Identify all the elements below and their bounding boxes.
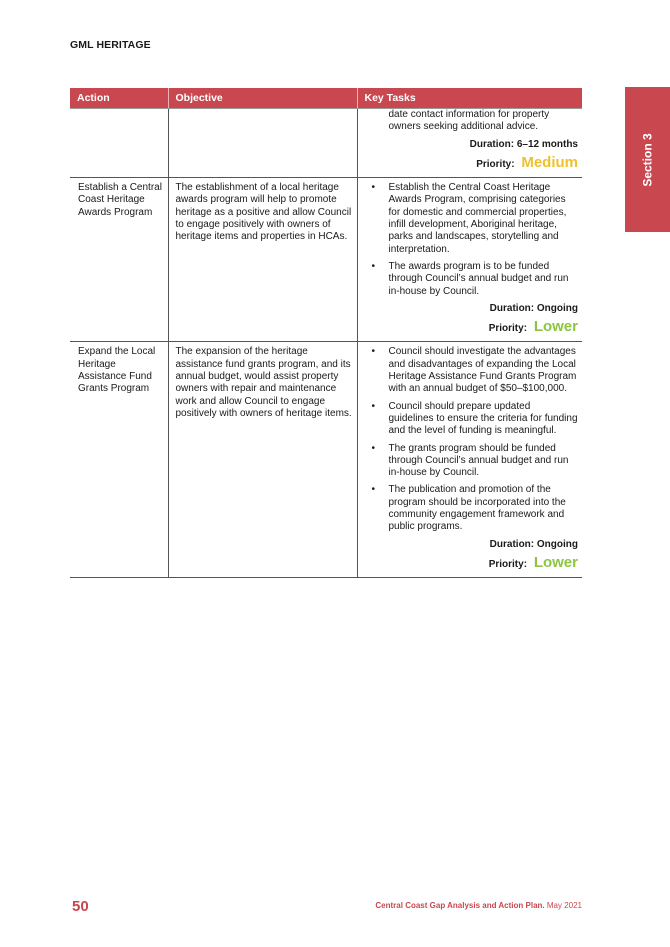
objective-cell bbox=[168, 109, 357, 178]
task-list bbox=[365, 109, 579, 134]
column-header-objective: Objective bbox=[168, 88, 357, 109]
action-table bbox=[70, 88, 582, 578]
priority-level-badge: Medium bbox=[521, 153, 578, 171]
duration-text: Duration: 6–12 months bbox=[469, 138, 578, 150]
table-header-row bbox=[70, 88, 582, 109]
section-tab bbox=[625, 87, 670, 232]
objective-cell: The establishment of a local heritage awards program will help to promote heritage as a positive and allow Council to engage positively with owners of heritage items and properties in HCAs. bbox=[168, 178, 357, 342]
task-item: • The grants program should be funded through Council’s annual budget and run in-house by Council. bbox=[365, 443, 579, 480]
task-item: • The publication and promotion of the program should be incorporated into the community engagement framework and public programs. bbox=[365, 484, 579, 533]
table-row bbox=[70, 178, 582, 342]
column-header-key-tasks: Key Tasks bbox=[357, 88, 582, 109]
priority-label: Priority: bbox=[488, 558, 528, 570]
key-tasks-cell bbox=[357, 109, 582, 178]
key-tasks-cell bbox=[357, 342, 582, 578]
brand-header: GML HERITAGE bbox=[70, 39, 151, 51]
duration-text: Duration: Ongoing bbox=[489, 538, 578, 550]
footer-citation bbox=[375, 901, 582, 910]
action-cell: Establish a Central Coast Heritage Awards Program bbox=[70, 178, 168, 342]
task-list bbox=[365, 346, 579, 533]
objective-cell: The expansion of the heritage assistance fund grants program, and its annual budget, would assist property owners with repair and maintenance work and allow Council to engage positively with owners of heritage items. bbox=[168, 342, 357, 578]
priority-line bbox=[365, 553, 579, 571]
action-cell bbox=[70, 109, 168, 178]
task-item: • Council should prepare updated guidelines to ensure the criteria for funding and the level of funding is meaningful. bbox=[365, 401, 579, 438]
task-list bbox=[365, 182, 579, 298]
table-row bbox=[70, 342, 582, 578]
key-tasks-cell bbox=[357, 178, 582, 342]
task-item: • Establish the Central Coast Heritage Awards Program, comprising categories for domestic and commercial properties, infill development, Aboriginal heritage, parks and landscapes, storytelling and interpretation. bbox=[365, 182, 579, 256]
page-number: 50 bbox=[72, 898, 89, 915]
section-tab-label: Section 3 bbox=[640, 132, 655, 187]
task-item: date contact information for property owners seeking additional advice. bbox=[388, 109, 550, 133]
duration-text: Duration: Ongoing bbox=[489, 302, 578, 314]
column-header-action: Action bbox=[70, 88, 168, 109]
priority-label: Priority: bbox=[476, 158, 515, 170]
priority-line bbox=[365, 153, 579, 171]
priority-line bbox=[365, 318, 579, 336]
priority-label: Priority: bbox=[488, 323, 528, 335]
action-cell: Expand the Local Heritage Assistance Fund Grants Program bbox=[70, 342, 168, 578]
priority-level-badge: Lower bbox=[533, 318, 578, 336]
footer-date: May 2021 bbox=[544, 901, 582, 910]
table-row bbox=[70, 109, 582, 178]
task-item: • The awards program is to be funded through Council’s annual budget and run in-house by Council. bbox=[365, 261, 579, 298]
task-item: • Council should investigate the advantages and disadvantages of expanding the Local Heritage Assistance Fund Grants Program with an annual budget of $50–$100,000. bbox=[365, 346, 579, 395]
footer-doc-title: Central Coast Gap Analysis and Action Plan. bbox=[375, 901, 545, 910]
priority-level-badge: Lower bbox=[533, 553, 578, 571]
